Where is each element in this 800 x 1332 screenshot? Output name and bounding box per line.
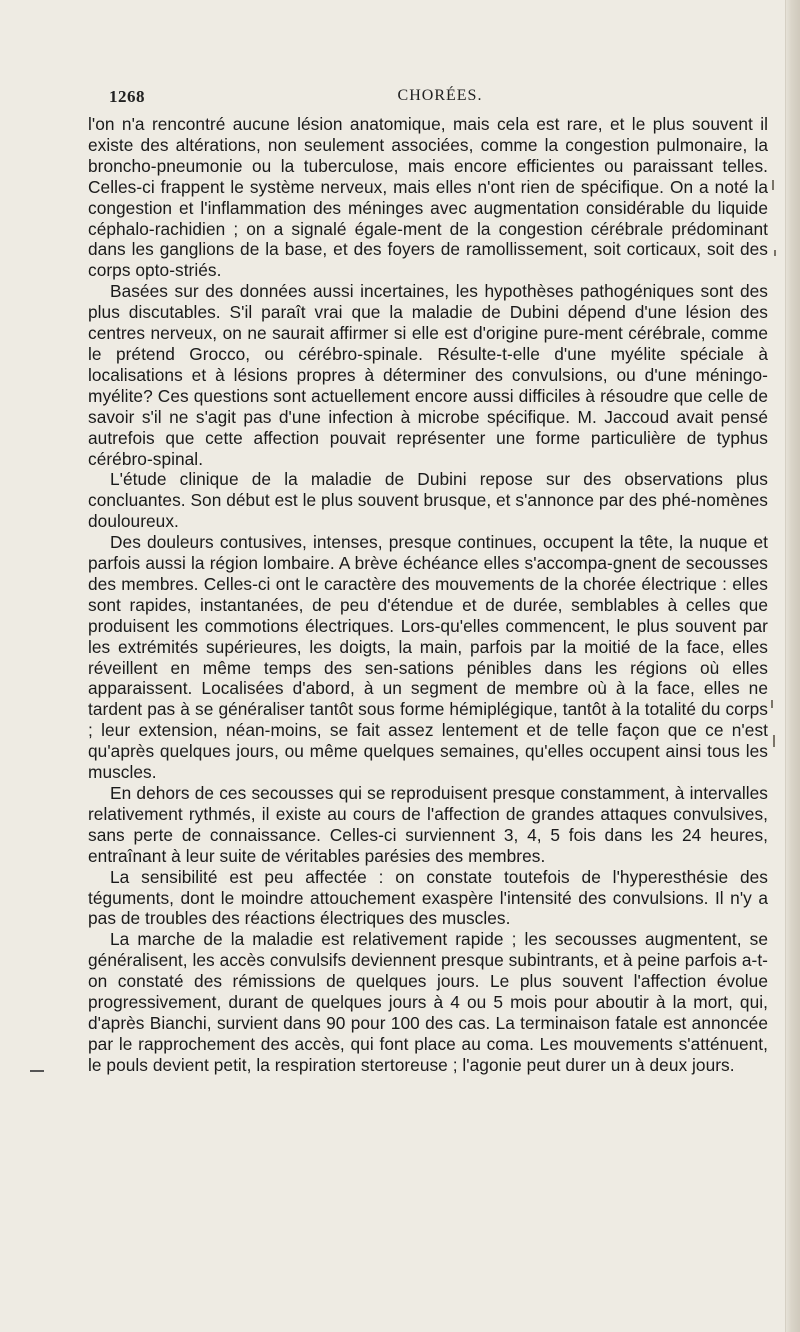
edge-specks bbox=[768, 0, 778, 1332]
running-head bbox=[109, 87, 771, 111]
paragraph-2: Basées sur des données aussi incertaines, les hypothèses pathogéniques sont des plus discutables. S'il paraît vrai que la maladie de Dubini dépend d'une lésion des centres nerveux, on ne saurait affirmer si elle est d'origine pure-ment cérébrale, comme le prétend Grocco, ou cérébro-spinale. Résulte-t-elle d'une myélite spéciale à localisations et à lésions propres à déterminer des convulsions, ou d'une méningo-myélite? Ces questions sont actuellement encore aussi difficiles à résoudre que celle de savoir s'il ne s'agit pas d'une infection à microbe spécifique. M. Jaccoud avait pensé autrefois que cette affection pouvait représenter une forme particulière de typhus cérébro-spinal. bbox=[88, 281, 768, 469]
edge-speck bbox=[771, 700, 773, 708]
margin-mark bbox=[30, 1070, 44, 1072]
paragraph-3: L'étude clinique de la maladie de Dubini repose sur des observations plus concluantes. Son début est le plus souvent brusque, et s'annonce par des phé-nomènes douloureux. bbox=[88, 469, 768, 532]
edge-speck bbox=[772, 180, 774, 190]
edge-speck bbox=[773, 735, 775, 747]
paragraph-6: La sensibilité est peu affectée : on constate toutefois de l'hyperesthésie des téguments, dont le moindre attouchement exaspère l'intensité des convulsions. Il n'y a pas de troubles des réactions électriques des muscles. bbox=[88, 866, 768, 929]
page-edge bbox=[786, 0, 800, 1332]
paragraph-4: Des douleurs contusives, intenses, presque continues, occupent la tête, la nuque et parfois aussi la région lombaire. A brève échéance elles s'accompa-gnent de secousses des membres. Celles-ci ont le caractère des mouvements de la chorée électrique : elles sont rapides, instantanées, de peu d'étendue et de durée, semblables à celles que produisent les commotions électriques. Lors-qu'elles commencent, le plus souvent par les extrémités supérieures, les doigts, la main, parfois par la moitié de la face, elles réveillent en même temps des sen-sations pénibles dans les régions où elles apparaissent. Localisées d'abord, à un segment de membre où à la face, elles ne tardent pas à se généraliser tantôt sous forme hémiplégique, tantôt à la totalité du corps ; leur extension, néan-moins, se fait assez lentement et de telle façon que ce n'est qu'après quelques jours, ou même quelques semaines, qu'elles occupent ainsi tous les muscles. bbox=[88, 532, 768, 783]
section-title: CHORÉES. bbox=[397, 87, 483, 104]
text-body bbox=[88, 114, 768, 1076]
paragraph-7: La marche de la maladie est relativement rapide ; les secousses augmentent, se généralisent, les accès convulsifs deviennent presque subintrants, et à peine parfois a-t-on constaté des rémissions de quelques jours. Le plus souvent l'affection évolue progressivement, durant de quelques jours à 4 ou 5 mois pour aboutir à la mort, qui, d'après Bianchi, survient dans 90 pour 100 des cas. La terminaison fatale est annoncée par le rapprochement des accès, qui font place au coma. Les mouvements s'atténuent, le pouls devient petit, la respiration stertoreuse ; l'agonie peut durer un à deux jours. bbox=[88, 929, 768, 1075]
paragraph-1: l'on n'a rencontré aucune lésion anatomique, mais cela est rare, et le plus souvent il existe des altérations, non seulement associées, comme la congestion pulmonaire, la broncho-pneumonie ou la tuberculose, mais encore efficientes ou paraissant telles. Celles-ci frappent le système nerveux, mais elles n'ont rien de spécifique. On a noté la congestion et l'inflammation des méninges avec augmentation considérable du liquide céphalo-rachidien ; on a signalé égale-ment de la congestion cérébrale prédominant dans les ganglions de la base, et des foyers de ramollissement, soit corticaux, soit des corps opto-striés. bbox=[88, 114, 768, 281]
paragraph-5: En dehors de ces secousses qui se reproduisent presque constamment, à intervalles relativement rythmés, il existe au cours de l'affection de grandes attaques convulsives, sans perte de connaissance. Celles-ci surviennent 3, 4, 5 fois dans les 24 heures, entraînant à leur suite de véritables parésies des membres. bbox=[88, 783, 768, 866]
edge-speck bbox=[774, 250, 776, 256]
page-number: 1268 bbox=[109, 87, 145, 106]
